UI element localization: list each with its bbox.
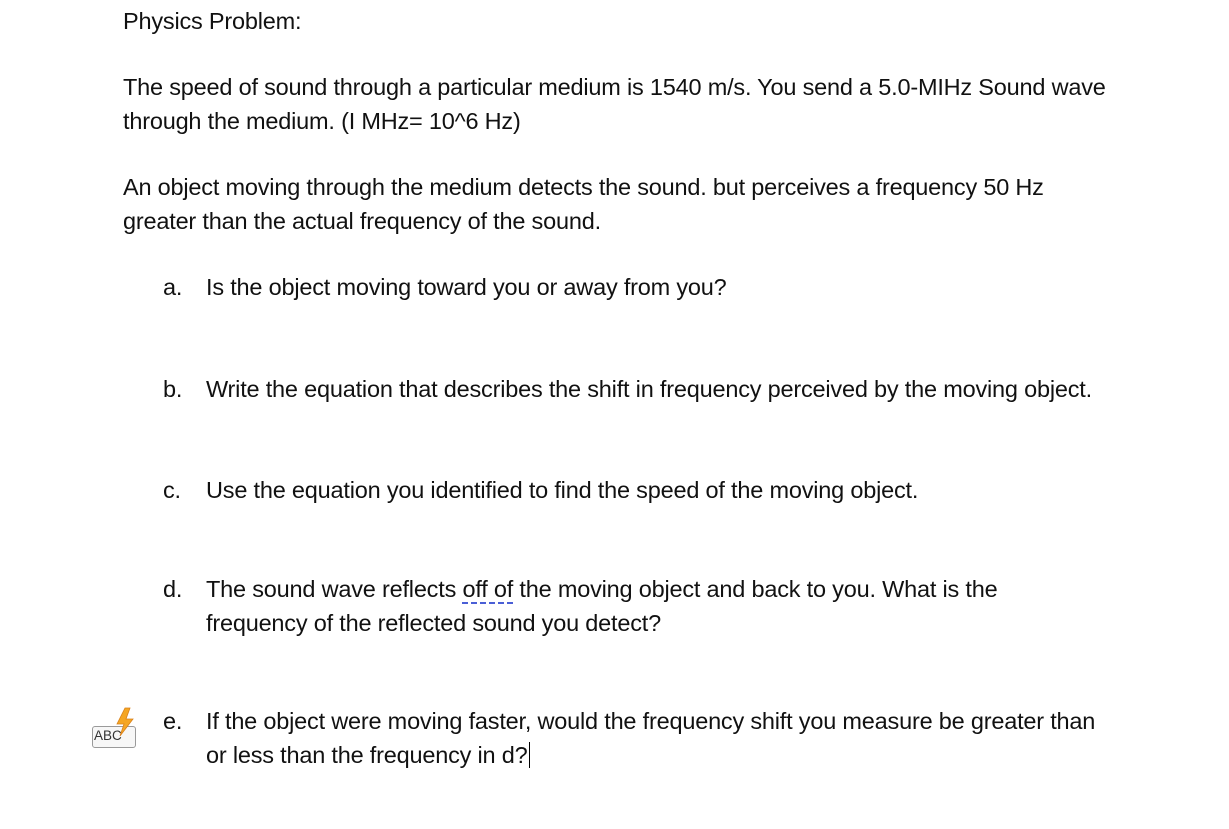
spellcheck-label: ABC (94, 728, 122, 743)
spellcheck-button[interactable] (90, 707, 138, 745)
lightning-bolt-icon (114, 707, 136, 737)
text-line: If the object were moving faster, would the frequency shift you measure be greater than (206, 708, 1096, 734)
list-marker: b. (163, 376, 183, 402)
list-marker: a. (163, 274, 183, 300)
question-text: Is the object moving toward you or away from you? (206, 274, 727, 300)
question-text (206, 572, 997, 640)
problem-paragraph-1 (123, 70, 1106, 138)
text-line: frequency of the reflected sound you detect? (206, 610, 661, 636)
text-line: greater than the actual frequency of the sound. (123, 208, 601, 234)
text-line: through the medium. (I MHz= 10^6 Hz) (123, 108, 521, 134)
grammar-flagged-phrase[interactable]: off of (462, 576, 514, 602)
text-line (206, 572, 997, 606)
text-segment: The sound wave reflects (206, 576, 463, 602)
page-title: Physics Problem: (123, 8, 302, 34)
text-cursor (529, 742, 531, 768)
list-marker: c. (163, 477, 181, 503)
text-segment: the moving object and back to you. What is the (513, 576, 998, 602)
text-segment: or less than the frequency in d? (206, 742, 528, 768)
list-marker: d. (163, 576, 183, 602)
list-marker: e. (163, 708, 183, 734)
text-line (206, 738, 1095, 772)
question-text[interactable] (206, 704, 1095, 772)
question-text: Write the equation that describes the shift in frequency perceived by the moving object. (206, 376, 1092, 402)
text-line: The speed of sound through a particular medium is 1540 m/s. You send a 5.0-MIHz Sound wave (123, 74, 1106, 100)
problem-paragraph-2 (123, 170, 1044, 238)
text-line: An object moving through the medium detects the sound. but perceives a frequency 50 Hz (123, 174, 1044, 200)
question-text: Use the equation you identified to find the speed of the moving object. (206, 477, 919, 503)
